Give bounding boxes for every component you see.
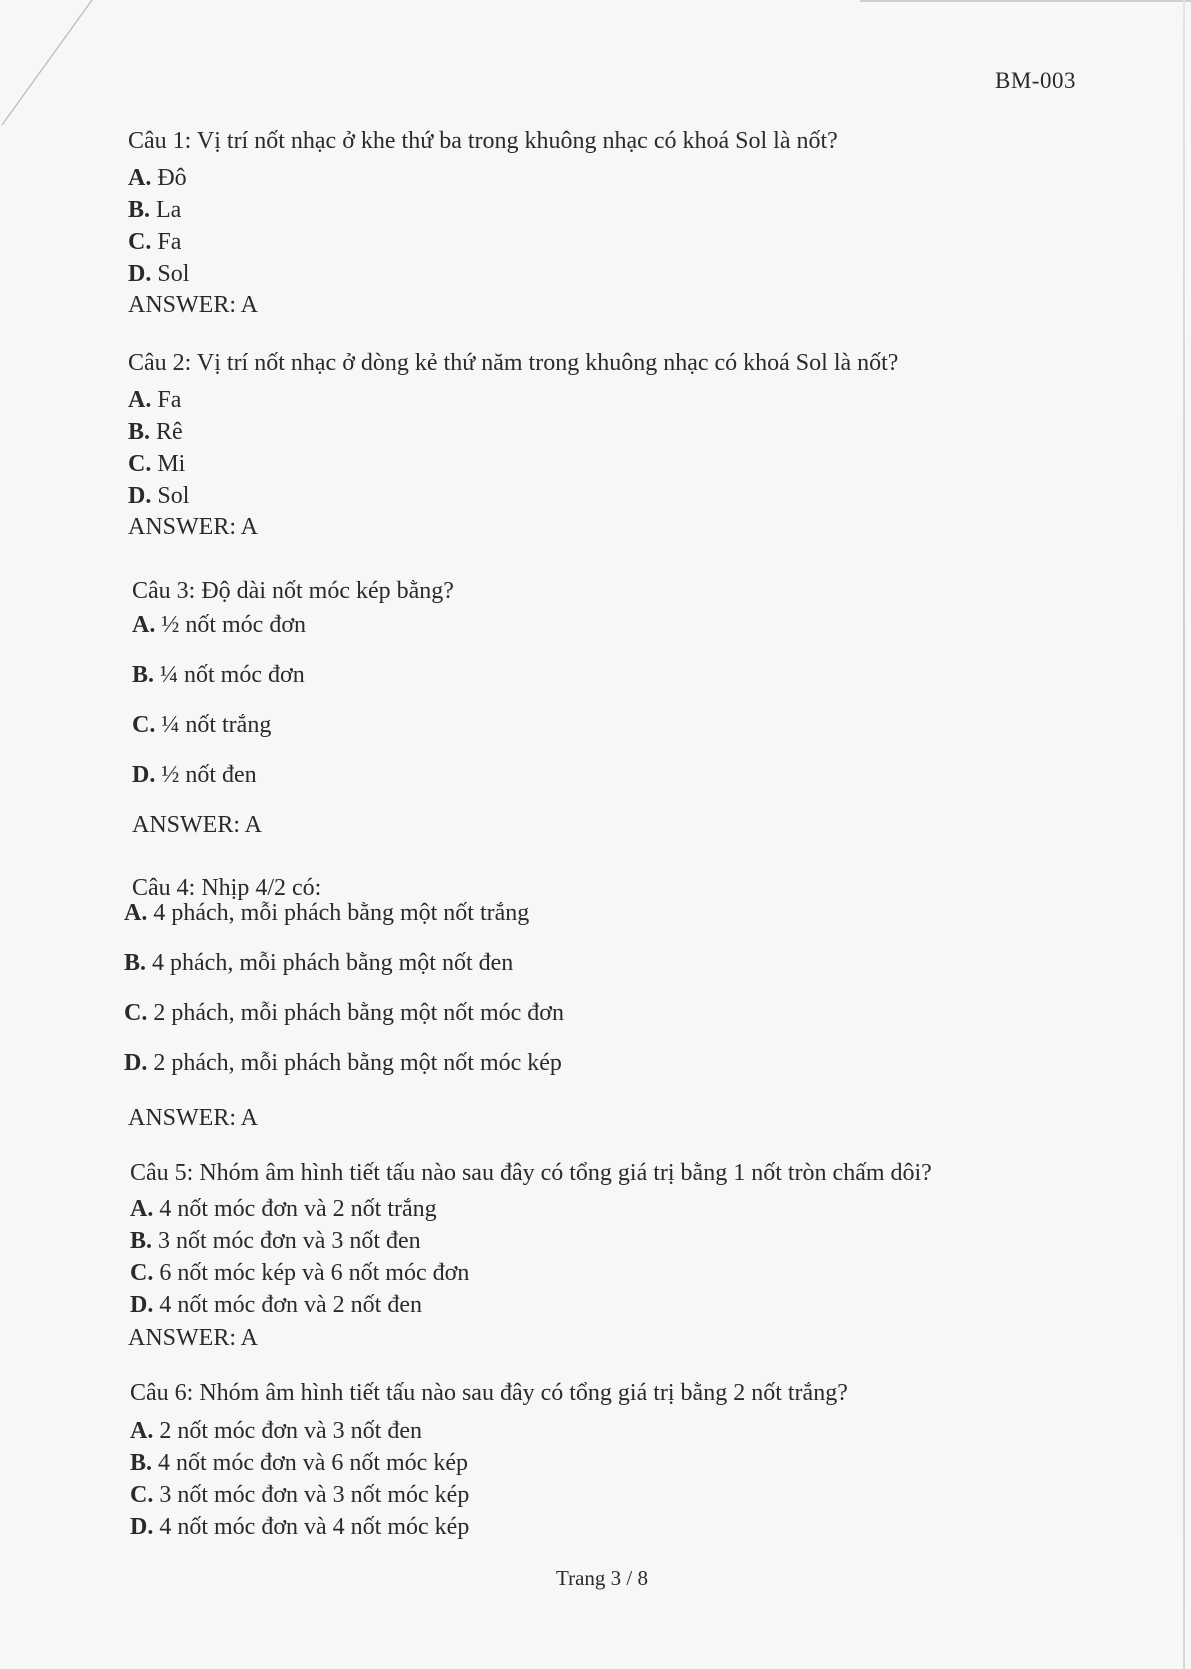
option-letter: D.	[130, 1514, 154, 1540]
option-text: Sol	[157, 483, 190, 509]
option-letter: C.	[130, 1260, 154, 1286]
option-letter: A.	[132, 612, 156, 638]
option-letter: B.	[128, 197, 151, 223]
option-letter: B.	[132, 662, 155, 688]
question-4-option-b	[124, 950, 513, 977]
question-1-option-c	[128, 229, 181, 256]
option-text: 2 phách, mỗi phách bằng một nốt móc kép	[153, 1050, 562, 1076]
question-2-option-c	[128, 451, 185, 478]
question-3-text: Câu 3: Độ dài nốt móc kép bằng?	[132, 578, 454, 604]
question-3-answer: ANSWER: A	[132, 812, 263, 838]
option-text: Fa	[157, 229, 182, 255]
question-4-text: Câu 4: Nhịp 4/2 có:	[132, 875, 322, 901]
question-4-option-a	[124, 900, 529, 927]
option-text: Đô	[157, 165, 187, 191]
question-3-option-c	[132, 712, 271, 739]
question-1-option-a	[128, 165, 187, 192]
option-text: ½ nốt móc đơn	[161, 612, 307, 638]
question-2-option-b	[128, 419, 183, 446]
option-text: 4 nốt móc đơn và 4 nốt móc kép	[159, 1514, 470, 1540]
option-letter: C.	[132, 712, 156, 738]
question-6-option-b	[130, 1450, 468, 1477]
option-text: 4 nốt móc đơn và 2 nốt đen	[159, 1292, 422, 1318]
question-2-text: Câu 2: Vị trí nốt nhạc ở dòng kẻ thứ năm trong khuông nhạc có khoá Sol là nốt?	[128, 350, 899, 376]
option-letter: D.	[130, 1292, 154, 1318]
question-5-text: Câu 5: Nhóm âm hình tiết tấu nào sau đây có tổng giá trị bằng 1 nốt tròn chấm dôi?	[130, 1160, 932, 1186]
option-text: ¼ nốt móc đơn	[160, 662, 305, 688]
question-6-option-a	[130, 1418, 422, 1445]
option-letter: D.	[132, 762, 156, 788]
option-letter: A.	[130, 1418, 154, 1444]
question-6-option-d	[130, 1514, 469, 1541]
option-text: Fa	[157, 387, 182, 413]
question-6-text: Câu 6: Nhóm âm hình tiết tấu nào sau đây có tổng giá trị bằng 2 nốt trắng?	[130, 1380, 848, 1406]
question-5-option-a	[130, 1196, 437, 1223]
option-text: Sol	[157, 261, 190, 287]
option-letter: D.	[128, 261, 152, 287]
question-5-option-b	[130, 1228, 421, 1255]
scan-edge-right	[1183, 0, 1185, 1669]
question-6-option-c	[130, 1482, 469, 1509]
document-code: BM-003	[995, 68, 1076, 93]
option-text: 6 nốt móc kép và 6 nốt móc đơn	[159, 1260, 470, 1286]
option-text: 3 nốt móc đơn và 3 nốt đen	[158, 1228, 421, 1254]
option-text: La	[156, 197, 182, 223]
question-5-option-d	[130, 1292, 422, 1319]
option-letter: C.	[130, 1482, 154, 1508]
option-text: Mi	[157, 451, 186, 477]
question-1-option-d	[128, 261, 189, 288]
page-number: Trang 3 / 8	[556, 1566, 648, 1590]
option-text: 2 phách, mỗi phách bằng một nốt móc đơn	[153, 1000, 564, 1026]
option-letter: B.	[124, 950, 147, 976]
option-letter: C.	[124, 1000, 148, 1026]
question-1-answer: ANSWER: A	[128, 292, 259, 318]
question-2-option-a	[128, 387, 181, 414]
option-letter: B.	[130, 1228, 153, 1254]
option-text: ¼ nốt trắng	[161, 712, 272, 738]
question-3-option-d	[132, 762, 257, 789]
option-text: 3 nốt móc đơn và 3 nốt móc kép	[159, 1482, 470, 1508]
scan-edge-top	[860, 0, 1191, 2]
question-1-text: Câu 1: Vị trí nốt nhạc ở khe thứ ba trong khuông nhạc có khoá Sol là nốt?	[128, 128, 838, 154]
question-5-answer: ANSWER: A	[128, 1325, 259, 1351]
option-letter: C.	[128, 229, 152, 255]
question-3-option-b	[132, 662, 305, 689]
option-text: 2 nốt móc đơn và 3 nốt đen	[159, 1418, 422, 1444]
option-letter: D.	[124, 1050, 148, 1076]
option-text: 4 nốt móc đơn và 2 nốt trắng	[159, 1196, 437, 1222]
scan-corner-mark	[0, 0, 120, 140]
question-2-option-d	[128, 483, 189, 510]
question-3-option-a	[132, 612, 306, 639]
question-4-option-c	[124, 1000, 564, 1027]
option-text: ½ nốt đen	[161, 762, 257, 788]
option-text: 4 nốt móc đơn và 6 nốt móc kép	[158, 1450, 468, 1476]
option-letter: B.	[130, 1450, 153, 1476]
question-4-option-d	[124, 1050, 562, 1077]
question-2-answer: ANSWER: A	[128, 514, 259, 540]
option-letter: A.	[124, 900, 148, 926]
option-text: Rê	[156, 419, 183, 445]
option-letter: A.	[128, 165, 152, 191]
option-letter: D.	[128, 483, 152, 509]
question-4-answer: ANSWER: A	[128, 1105, 259, 1131]
option-letter: A.	[130, 1196, 154, 1222]
option-letter: C.	[128, 451, 152, 477]
question-1-option-b	[128, 197, 181, 224]
option-text: 4 phách, mỗi phách bằng một nốt đen	[152, 950, 514, 976]
option-text: 4 phách, mỗi phách bằng một nốt trắng	[153, 900, 530, 926]
option-letter: B.	[128, 419, 151, 445]
question-5-option-c	[130, 1260, 469, 1287]
option-letter: A.	[128, 387, 152, 413]
